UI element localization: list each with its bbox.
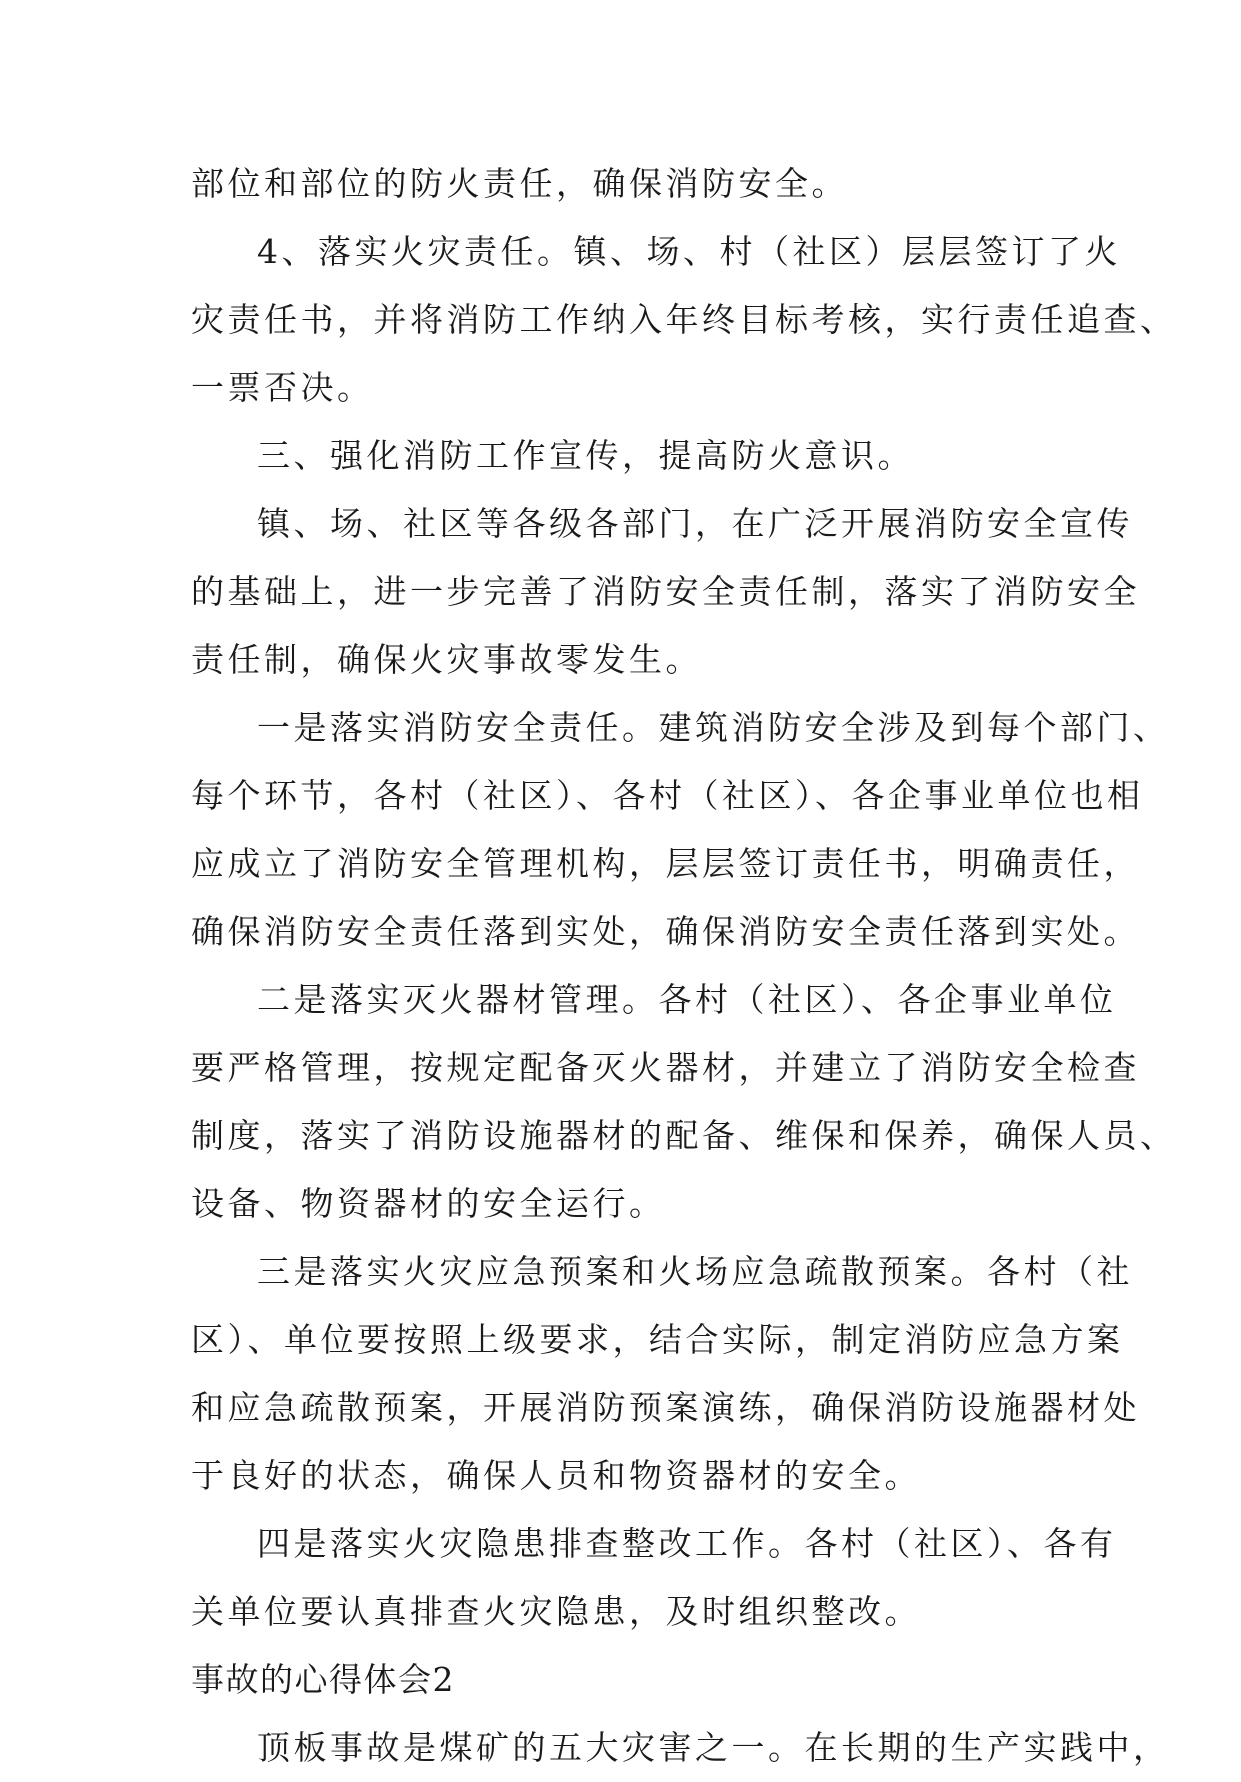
paragraph-line: 灾责任书，并将消防工作纳入年终目标考核，实行责任追查、 <box>191 300 1177 339</box>
paragraph-line: 确保消防安全责任落到实处，确保消防安全责任落到实处。 <box>191 912 1140 951</box>
paragraph-line: 二是落实灭火器材管理。各村（社区）、各企事业单位 <box>257 980 1117 1019</box>
paragraph-line: 和应急疏散预案，开展消防预案演练，确保消防设施器材处 <box>191 1388 1140 1427</box>
paragraph-line: 要严格管理，按规定配备灭火器材，并建立了消防安全检查 <box>191 1048 1140 1087</box>
paragraph-line: 应成立了消防安全管理机构，层层签订责任书，明确责任， <box>191 844 1140 883</box>
paragraph-line: 的基础上，进一步完善了消防安全责任制，落实了消防安全 <box>191 572 1140 611</box>
paragraph-line: 关单位要认真排查火灾隐患，及时组织整改。 <box>191 1592 921 1631</box>
paragraph-line: 三是落实火灾应急预案和火场应急疏散预案。各村（社 <box>257 1252 1133 1291</box>
section-heading: 三、强化消防工作宣传，提高防火意识。 <box>257 436 914 475</box>
paragraph-line: 顶板事故是煤矿的五大灾害之一。在长期的生产实践中， <box>257 1728 1170 1767</box>
paragraph-line: 区）、单位要按照上级要求，结合实际，制定消防应急方案 <box>191 1320 1124 1359</box>
article-title: 事故的心得体会2 <box>191 1660 455 1699</box>
paragraph-line: 于良好的状态，确保人员和物资器材的安全。 <box>191 1456 921 1495</box>
paragraph-line: 制度，落实了消防设施器材的配备、维保和保养，确保人员、 <box>191 1116 1177 1155</box>
paragraph-line: 部位和部位的防火责任，确保消防安全。 <box>191 164 848 203</box>
paragraph-line: 镇、场、社区等各级各部门，在广泛开展消防安全宣传 <box>257 504 1133 543</box>
document-page <box>191 150 1177 1782</box>
paragraph-line: 每个环节，各村（社区）、各村（社区）、各企事业单位也相 <box>191 776 1144 815</box>
paragraph-line: 四是落实火灾隐患排查整改工作。各村（社区）、各有 <box>257 1524 1117 1563</box>
paragraph-line: 4、落实火灾责任。镇、场、村（社区）层层签订了火 <box>257 232 1121 271</box>
paragraph-line: 一票否决。 <box>191 368 374 407</box>
paragraph-line: 责任制，确保火灾事故零发生。 <box>191 640 702 679</box>
paragraph-line: 设备、物资器材的安全运行。 <box>191 1184 666 1223</box>
paragraph-line: 一是落实消防安全责任。建筑消防安全涉及到每个部门、 <box>257 708 1170 747</box>
